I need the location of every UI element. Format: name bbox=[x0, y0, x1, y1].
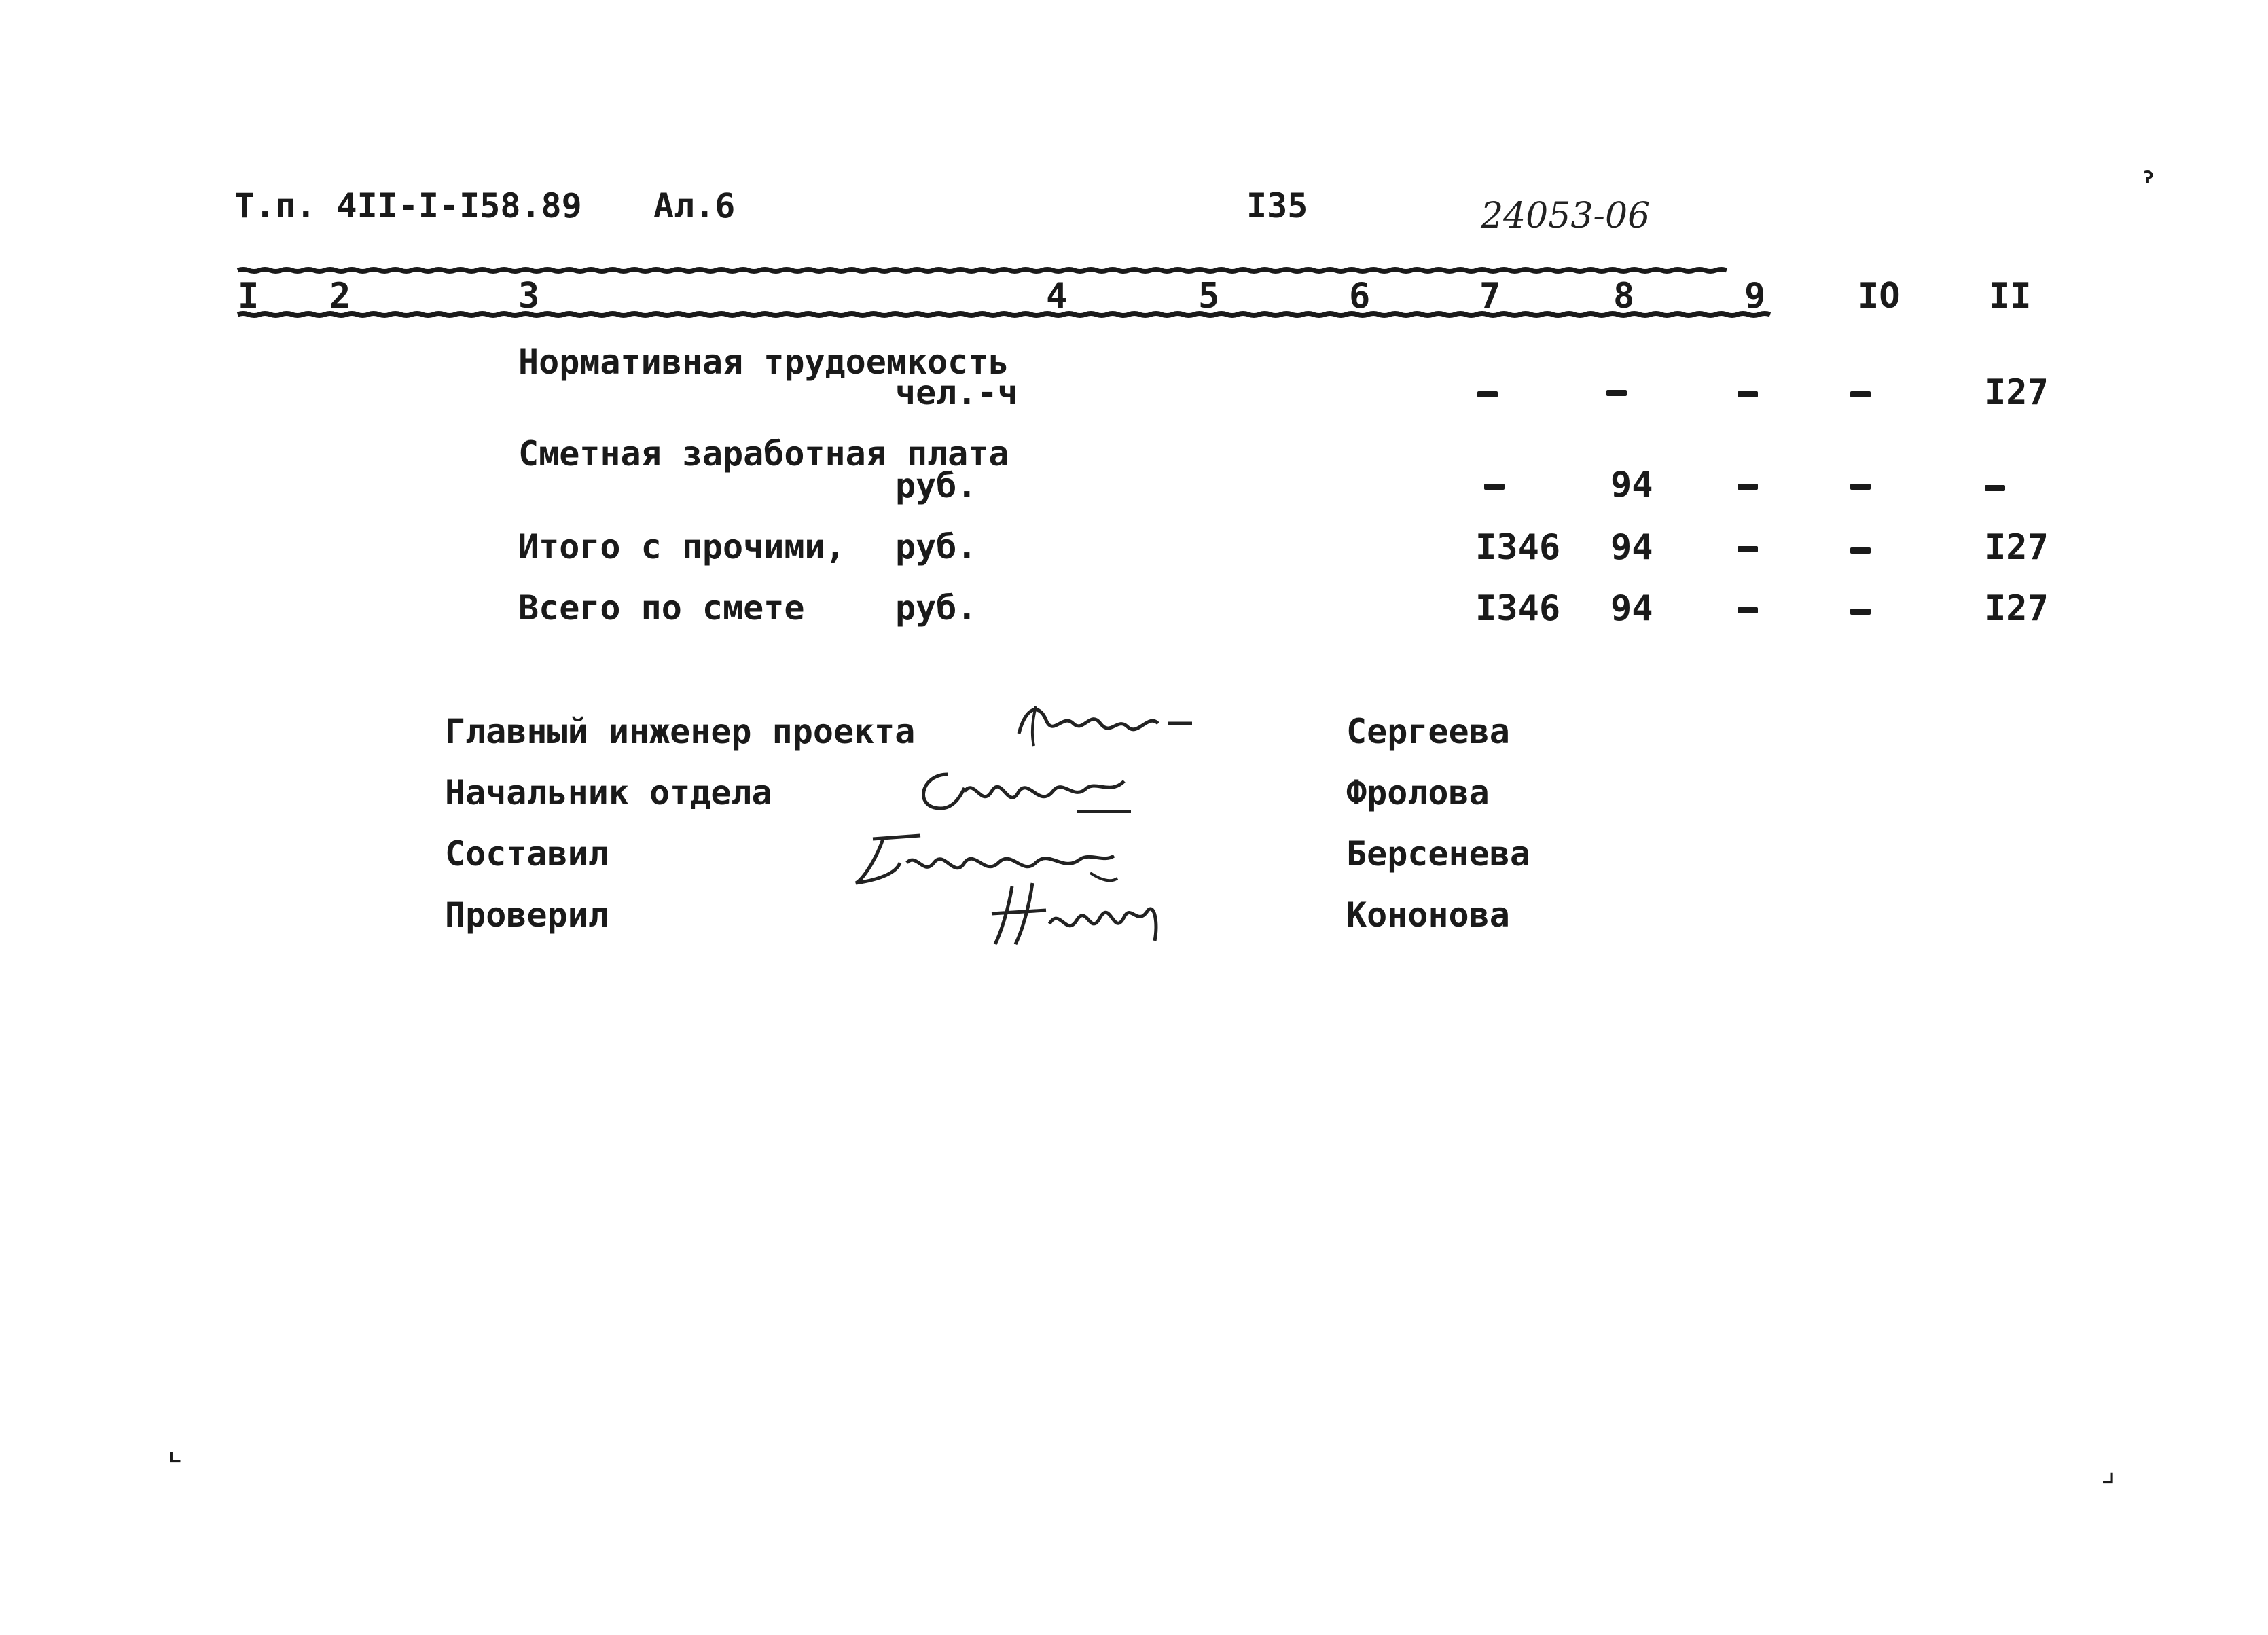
column-header-9: 9 bbox=[1744, 276, 1766, 317]
cell-dash bbox=[1606, 390, 1627, 396]
top-rule bbox=[238, 270, 1727, 272]
row-label: Сметная заработная плата bbox=[518, 434, 1009, 473]
cell-value: I346 bbox=[1475, 588, 1561, 629]
row-label: Нормативная трудоемкость bbox=[518, 342, 1009, 382]
cell-dash bbox=[1985, 485, 2005, 491]
row-unit: руб. bbox=[895, 527, 977, 567]
column-header-5: 5 bbox=[1198, 276, 1220, 317]
row-unit: руб. bbox=[895, 588, 977, 628]
corner-mark-bottom-right: ⌟ bbox=[2099, 1454, 2117, 1488]
row-label: Всего по смете bbox=[518, 588, 805, 628]
signature-role: Составил bbox=[445, 834, 609, 874]
cell-dash bbox=[1850, 547, 1871, 554]
signature-name: Берсенева bbox=[1346, 834, 1530, 874]
cell-dash bbox=[1850, 391, 1871, 397]
handwritten-signature-4 bbox=[985, 876, 1175, 951]
bottom-rule bbox=[238, 314, 1770, 316]
cell-value: 94 bbox=[1610, 588, 1653, 629]
column-header-10: IO bbox=[1858, 276, 1901, 317]
column-header-6: 6 bbox=[1349, 276, 1371, 317]
signature-name: Сергеева bbox=[1346, 712, 1510, 751]
row-unit: руб. bbox=[895, 466, 977, 505]
cell-value: 94 bbox=[1610, 527, 1653, 568]
corner-mark-bottom-left: ⌞ bbox=[166, 1433, 185, 1468]
column-header-4: 4 bbox=[1046, 276, 1068, 317]
column-header-8: 8 bbox=[1613, 276, 1635, 317]
column-header-3: 3 bbox=[518, 276, 540, 317]
cell-dash bbox=[1738, 546, 1758, 552]
cell-dash bbox=[1738, 391, 1758, 397]
signature-role: Начальник отдела bbox=[445, 773, 772, 812]
cell-dash bbox=[1484, 484, 1505, 490]
page-number: I35 bbox=[1246, 186, 1308, 226]
cell-dash bbox=[1738, 484, 1758, 490]
cell-value: I27 bbox=[1985, 372, 2049, 413]
column-header-1: I bbox=[238, 276, 259, 317]
row-unit: чел.-ч bbox=[895, 373, 1018, 412]
signature-role: Проверил bbox=[445, 895, 609, 935]
signature-role: Главный инженер проекта bbox=[445, 712, 916, 751]
cell-dash bbox=[1738, 607, 1758, 613]
handwritten-signature-2 bbox=[907, 754, 1138, 822]
doc-code: Т.п. 4II-I-I58.89 bbox=[234, 186, 582, 226]
handwritten-signature-1 bbox=[1005, 693, 1209, 754]
signature-name: Кононова bbox=[1346, 895, 1510, 935]
cell-value: I346 bbox=[1475, 527, 1561, 568]
corner-mark-top-right: ˀ bbox=[2140, 166, 2158, 200]
column-header-11: II bbox=[1989, 276, 2032, 317]
cell-dash bbox=[1850, 484, 1871, 490]
cell-value: I27 bbox=[1985, 527, 2049, 568]
signature-name: Фролова bbox=[1346, 773, 1490, 812]
cell-dash bbox=[1477, 391, 1498, 397]
cell-value: I27 bbox=[1985, 588, 2049, 629]
column-header-7: 7 bbox=[1479, 276, 1501, 317]
row-label: Итого с прочими, bbox=[518, 527, 846, 567]
cell-value: 94 bbox=[1610, 465, 1653, 505]
stamp-number: 24053-06 bbox=[1481, 196, 1651, 236]
cell-dash bbox=[1850, 609, 1871, 615]
album-number: Ал.6 bbox=[653, 186, 736, 226]
column-header-2: 2 bbox=[329, 276, 351, 317]
